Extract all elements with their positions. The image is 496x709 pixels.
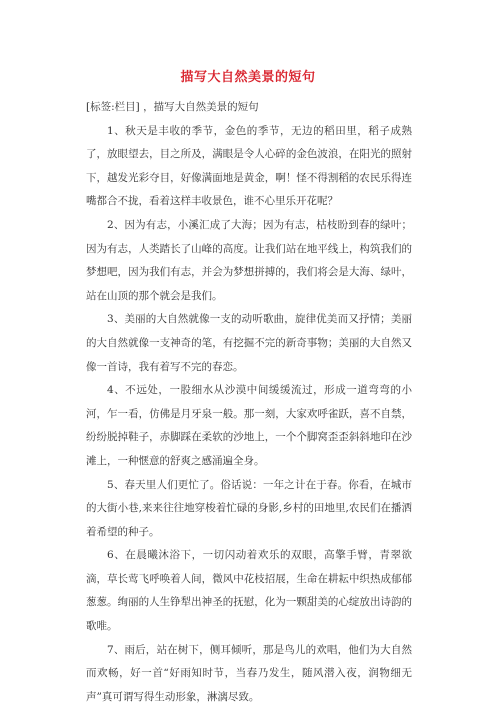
article-body — [86, 96, 412, 709]
paragraph-7: 7、雨后，站在树下，侧耳倾听，那是鸟儿的欢唱，他们为大自然而欢畅，好一首“好雨知时节，当春乃发生，随风潜入夜，润物细无声”真可谓写得生动形象，淋漓尽致。 — [86, 643, 412, 703]
paragraph-4: 4、不远处，一股细水从沙漠中间缓缓流过，形成一道弯弯的小河，乍一看，仿佛是月牙泉一般。那一刻，大家欢呼雀跃，喜不自禁，纷纷脱掉鞋子，赤脚踩在柔软的沙地上，一个个脚窝歪歪斜斜地印在沙滩上，一种惬意的舒爽之感涌遍全身。 — [86, 384, 412, 467]
paragraph-1: 1、秋天是丰收的季节，金色的季节，无边的稻田里，稻子成熟了，放眼望去，目之所及，满眼是令人心碎的金色波浪，在阳光的照射下，越发光彩夺目，好像满面地是黄金，啊！怪不得割稻的农民乐得连嘴都合不拢，看着这样丰收景色，谁不心里乐开花呢？ — [86, 124, 412, 208]
paragraph-6: 6、在晨曦沐浴下，一切闪动着欢乐的双眼，高擎手臂，青翠欲滴，草长莺飞呼唤着人间，微风中花枝招展，生命在耕耘中织热成郁郁葱葱。绚丽的人生铮犁出神圣的抚慰，化为一颗甜美的心绽放出诗韵的歌唯。 — [86, 549, 412, 633]
paragraph-3: 3、美丽的大自然就像一支的动听歌曲，旋律优美而又抒情；美丽的大自然就像一支神奇的笔，有挖掘不完的新奇事物；美丽的大自然又像一首诗，我有着写不完的春恋。 — [86, 313, 412, 373]
tagline: [标签:栏目] ，描写大自然美景的短句 — [86, 101, 259, 113]
page-title: 描写大自然美景的短句 — [180, 70, 316, 85]
paragraph-2: 2、因为有志，小溪汇成了大海；因为有志，枯枝盼到春的绿叶；因为有志，人类踏长了山峰的高度。让我们站在地平线上，构筑我们的梦想吧，因为我们有志，并会为梦想拼搏的，我们将会是大海、绿叶，站在山顶的那个就会是我们。 — [86, 218, 412, 302]
paragraph-5: 5、春天里人们更忙了。俗话说：一年之计在于春。你看，在城市的大街小巷,来来往往地穿梭着忙碌的身影,乡村的田地里,农民们在播洒着希望的种子。 — [86, 478, 412, 538]
